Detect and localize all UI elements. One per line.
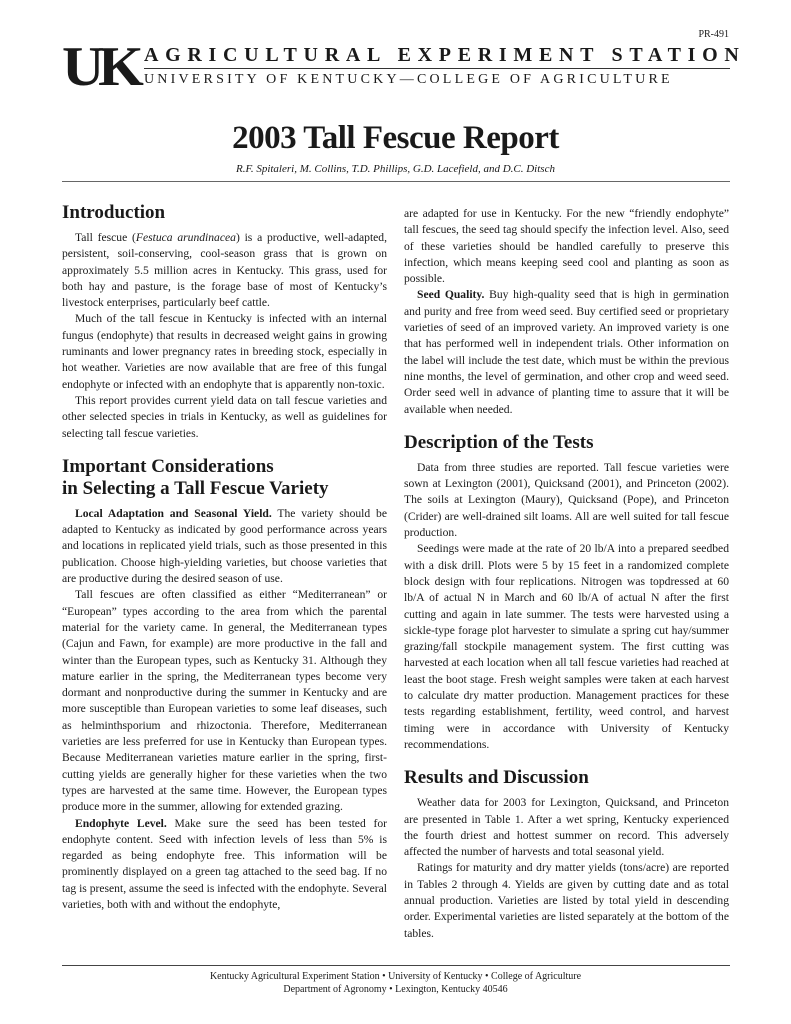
local-adaptation-paragraph: Local Adaptation and Seasonal Yield. The variety should be adapted to Kentucky as indicated by good performance across years and locations in replicated yield trials, such as those presented in this publication. Choose high-yielding varieties, but choose varieties that are productive during the desired season of use. [62, 506, 387, 586]
seed-quality-run-in: Seed Quality. [417, 288, 485, 302]
species-name: Festuca arundinacea [135, 231, 236, 244]
introduction-heading: Introduction [62, 202, 166, 223]
footer-line-2: Department of Agronomy • Lexington, Kentucky 40546 [283, 984, 508, 995]
footer [0, 970, 791, 996]
intro-paragraph-3: This report provides current yield data on tall fescue varieties and other selected species in trials in Kentucky, as well as guidelines for selecting tall fescue varieties. [62, 393, 387, 440]
tests-paragraph-2: Seedings were made at the rate of 20 lb/A into a prepared seedbed with a disk drill. Plots were 5 by 15 feet in a randomized complete block design with four replications. Nitrogen was topdressed at 60 lb/A of actual N in March and 60 lb/A of actual N after the first cutting and again in late summer. The tests were harvested using a sickle-type forage plot harvester to simulate a spring cut hay/summer grazing/fall stockpile management system. The first cutting was harvested at each location when all tall fescue varieties had reached at least the boot stage. Fresh weight samples were taken at each harvest to calculate dry matter production. Management practices for these tests regarding establishment, fertility, weed control, and harvest timing were in accordance with University of Kentucky recommendations. [404, 542, 729, 751]
results-paragraph-2: Ratings for maturity and dry matter yields (tons/acre) are reported in Tables 2 through 4. Yields are given by cutting date and as total annual production. Varieties are listed by total yield in descending order. Experimental varieties are listed separately at the bottom of the tables. [404, 861, 729, 940]
intro-paragraph-1: Tall fescue (Festuca arundinacea) is a productive, well-adapted, persistent, soil-conserving, cool-season grass that is grown on approximately 5.5 million acres in Kentucky. This grass, used for both hay and pasture, is the forage base of most of Kentucky’s livestock enterprises, particularly beef cattle. [62, 231, 388, 310]
considerations-heading: Important Considerations in Selecting a Tall Fescue Variety [62, 455, 329, 499]
footer-divider [62, 965, 730, 966]
uk-logo [62, 36, 138, 98]
left-column [62, 202, 387, 913]
publication-number: PR-491 [698, 29, 729, 40]
local-adaptation-run-in: Local Adaptation and Seasonal Yield. [75, 506, 272, 520]
intro-paragraph-2: Much of the tall fescue in Kentucky is infected with an internal fungus (endophyte) that results in decreased weight gains in growing ruminants and lower pregnancy rates in breeding stock, especially in hot weather. Varieties are now available that are free of this fungal endophyte or infected with an endophyte that is apparently non-toxic. [62, 312, 387, 391]
title-divider [62, 181, 730, 182]
station-name: AGRICULTURAL EXPERIMENT STATION [144, 44, 746, 66]
endophyte-continued: are adapted for use in Kentucky. For the new “friendly endophyte” tall fescues, the seed tag should specify the infection level. Also, seed of these varieties should be handled carefully to preserve this infection, which means keeping seed cool and planting as soon as possible. [404, 207, 729, 286]
report-title: 2003 Tall Fescue Report [232, 120, 559, 156]
university-line: UNIVERSITY OF KENTUCKY—COLLEGE OF AGRICULTURE [144, 72, 673, 87]
tests-paragraph-1: Data from three studies are reported. Tall fescue varieties were sown at Lexington (2001), Quicksand (2001), and Princeton (2002). The soils at Lexington (Maury), Quicksand (Pope), and Princeton (Crider) are well-drained silt loams. All are well suited for tall fescue production. [404, 460, 729, 540]
results-paragraph-1: Weather data for 2003 for Lexington, Quicksand, and Princeton are presented in Table 1. After a wet spring, Kentucky experienced the fourth driest and hottest summer on record. This adversely affected the number of harvests and total seasonal yield. [404, 796, 729, 859]
seed-quality-paragraph: Seed Quality. Buy high-quality seed that is high in germination and purity and free from weed seed. Buy certified seed or proprietary varieties of seed of an improved variety. An improved variety is one that has performed well in independent trials. Other information on the label will include the test date, which must be within the previous nine months, the level of germination, and other crop and weed seed. Order seed well in advance of planting time to assure that it will be available when needed. [404, 288, 729, 416]
results-heading: Results and Discussion [404, 767, 589, 789]
header-divider [144, 68, 730, 69]
footer-line-1: Kentucky Agricultural Experiment Station • University of Kentucky • College of Agriculture [209, 971, 582, 982]
endophyte-run-in: Endophyte Level. [75, 816, 167, 830]
uk-logo-text: UK [62, 36, 138, 98]
variety-types-paragraph: Tall fescues are often classified as either “Mediterranean” or “European” types according to the area from which the parental material for the variety came. In general, the Mediterranean types (Cajun and Fawn, for example) are more productive in the fall and winter than the European types, such as Kentucky 31. Although they mature earlier in the spring, the Mediterranean types become very dormant and nonproductive during the summer in Kentucky and are more susceptible than European varieties to some leaf diseases, such as helminthsporium and rhizoctonia. Therefore, Mediterranean varieties are less preferred for use in Kentucky than European types. Because Mediterranean varieties mature earlier in the spring, first-cutting yields are generally higher for these varieties when the two types are harvested at the same time. However, the European types produce more in the summer, allowing for extended grazing. [62, 588, 387, 814]
endophyte-paragraph: Endophyte Level. Make sure the seed has been tested for endophyte content. Seed with infection levels of less than 5% is regarded as being endophyte free. This information will be prominently displayed on a green tag attached to the seed bag. If no tag is present, assume the seed is infected with the endophyte. Several varieties, both with and without the endophyte, [62, 816, 387, 911]
right-column [404, 206, 729, 942]
author-list: R.F. Spitaleri, M. Collins, T.D. Phillips, G.D. Lacefield, and D.C. Ditsch [236, 163, 555, 175]
tests-heading: Description of the Tests [404, 431, 594, 453]
